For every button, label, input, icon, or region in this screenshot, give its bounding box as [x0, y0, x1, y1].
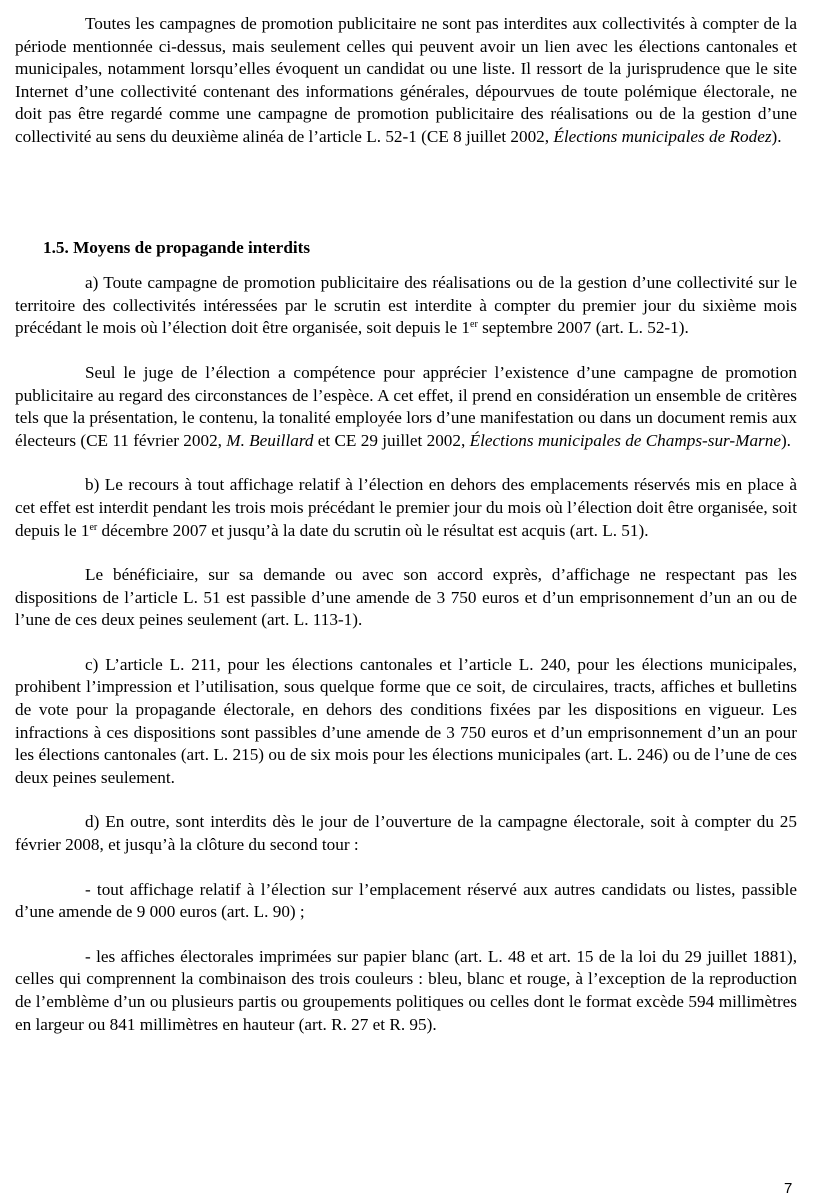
text-run: b) Le recours à tout affichage relatif à l’élection en dehors des emplacements réservés mis en place à cet effet est interdit pendant les trois mois précédant le premier jour du mois où l’élection doit être organisée, soit depuis le 1	[15, 475, 797, 540]
spacer	[15, 340, 797, 362]
text-run: ).	[780, 430, 791, 450]
spacer	[15, 452, 797, 474]
paragraph-judge	[15, 362, 797, 452]
paragraph-c: c) L’article L. 211, pour les élections cantonales et l’article L. 240, pour les élections municipales, prohibent l’impression et l’utilisation, sous quelque forme que ce soit, de circulaires, tracts, affiches et bulletins de vote pour la propagande électorale, en dehors des conditions fixées par les dispositions en vigueur. Les infractions à ces dispositions sont passibles d’une amende de 3 750 euros et d’un emprisonnement d’un an pour les élections cantonales (art. L. 215) ou de six mois pour les élections municipales (art. L. 246) ou de l’une de ces deux peines seulement.	[15, 654, 797, 787]
spacer	[15, 259, 797, 272]
text-run: et CE 29 juillet 2002,	[313, 430, 470, 450]
paragraph-beneficiary: Le bénéficiaire, sur sa demande ou avec son accord exprès, d’affichage ne respectant pas les dispositions de l’article L. 51 est passible d’une amende de 3 750 euros et d’un emprisonnement d’un an ou de l’une de ces deux peines seulement (art. L. 113-1).	[15, 565, 797, 630]
paragraph-a	[15, 272, 797, 340]
case-citation: Élections municipales de Champs-sur-Marne	[469, 430, 781, 450]
text-run: septembre 2007 (art. L. 52-1).	[477, 318, 689, 338]
text-run: a) Toute campagne de promotion publicitaire des réalisations ou de la gestion d’une collectivité sur le territoire des collectivités intéressées par le scrutin est interdite à compter du premier jour du sixième mois précédant le mois où l’élection doit être organisée, soit depuis le 1	[15, 273, 797, 338]
paragraph-b	[15, 474, 797, 542]
bullet-item-1: - tout affichage relatif à l’élection sur l’emplacement réservé aux autres candidats ou listes, passible d’une amende de 9 000 euros (art. L. 90) ;	[15, 879, 797, 922]
spacer	[15, 857, 797, 879]
text-run: ).	[771, 126, 782, 146]
spacer	[15, 632, 797, 654]
spacer	[15, 924, 797, 946]
case-citation: Élections municipales de Rodez	[553, 126, 772, 146]
bullet-item-2: - les affiches électorales imprimées sur papier blanc (art. L. 48 et art. 15 de la loi du 29 juillet 1881), celles qui comprennent la combinaison des trois couleurs : bleu, blanc et rouge, à l’exception de la reproduction de l’emblème d’un ou plusieurs partis ou groupements politiques ou celles dont le format excède 594 millimètres en largeur ou 841 millimètres en hauteur (art. R. 27 et R. 95).	[15, 946, 797, 1034]
paragraph-d: d) En outre, sont interdits dès le jour de l’ouverture de la campagne électorale, soit à compter du 25 février 2008, et jusqu’à la clôture du second tour :	[15, 812, 797, 855]
intro-paragraph	[15, 13, 797, 149]
ordinal-superscript: er	[470, 319, 478, 331]
text-run: Toutes les campagnes de promotion publicitaire ne sont pas interdites aux collectivités à compter de la période mentionnée ci-dessus, mais seulement celles qui peuvent avoir un lien avec les élections cantonales et municipales, notamment lorsqu’elles évoquent un candidat ou une liste. Il ressort de la jurisprudence que le site Internet d’une collectivité contenant des informations générales, dépourvues de toute polémique électorale, ne doit pas être regardé comme une campagne de promotion publicitaire des réalisations ou de la gestion d’une collectivité au sens du deuxième alinéa de l’article L. 52-1 (CE 8 juillet 2002,	[15, 14, 797, 146]
page-number: 7	[784, 1180, 793, 1197]
section-heading: 1.5. Moyens de propagande interdits	[43, 237, 311, 257]
spacer	[15, 149, 797, 217]
ordinal-superscript: er	[89, 521, 98, 533]
spacer	[15, 789, 797, 811]
text-run: décembre 2007 et jusqu’à la date du scrutin où le résultat est acquis (art. L. 51).	[97, 520, 649, 540]
text-run: Seul le juge de l’élection a compétence pour apprécier l’existence d’une campagne de promotion publicitaire au regard des circonstances de l’espèce. A cet effet, il prend en considération un ensemble de critères tels que la présentation, le contenu, la tonalité employée lors d’une manifestation ou dans un document remis aux électeurs (CE 11 février 2002,	[15, 362, 797, 450]
spacer	[15, 542, 797, 564]
case-citation: M. Beuillard	[226, 430, 314, 450]
document-page	[15, 8, 797, 1036]
